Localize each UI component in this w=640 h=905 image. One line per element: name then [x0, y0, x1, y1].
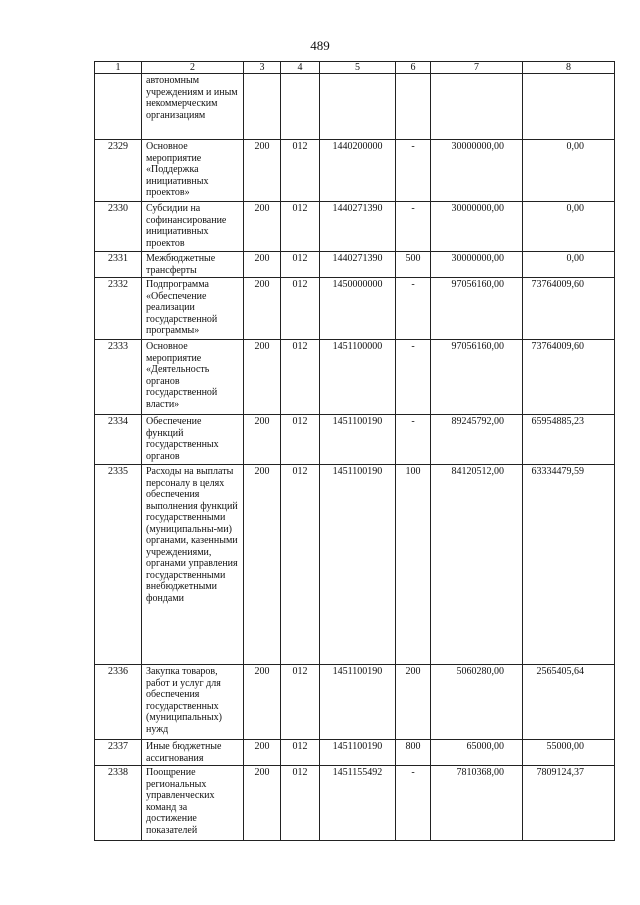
row-name: Поощрение региональных управленческих команд за достижение показателей: [142, 766, 244, 841]
row-amount-8: 0,00: [523, 202, 615, 252]
row-amount-7: 30000000,00: [431, 252, 523, 278]
page-number: 489: [310, 38, 330, 53]
row-col4: 012: [281, 465, 320, 665]
row-number: 2329: [95, 140, 142, 202]
row-col3: 200: [244, 665, 281, 740]
row-col3: 200: [244, 140, 281, 202]
row-code: 1451100000: [320, 340, 396, 415]
row-code: 1451100190: [320, 740, 396, 766]
table-row: [95, 740, 615, 766]
row-code: 1440271390: [320, 252, 396, 278]
column-header: 8: [523, 62, 615, 74]
row-col6: -: [396, 278, 431, 340]
row-amount-8: 65954885,23: [523, 415, 615, 465]
row-amount-8: 55000,00: [523, 740, 615, 766]
row-col3: 200: [244, 340, 281, 415]
row-amount-8: 63334479,59: [523, 465, 615, 665]
row-code: 1440271390: [320, 202, 396, 252]
row-amount-8: 73764009,60: [523, 278, 615, 340]
row-name: Подпрограмма «Обеспечение реализации государственной программы»: [142, 278, 244, 340]
row-amount-7: 7810368,00: [431, 766, 523, 841]
row-number: 2335: [95, 465, 142, 665]
row-code: 1451100190: [320, 465, 396, 665]
row-name: Основное мероприятие «Деятельность органов государственной власти»: [142, 340, 244, 415]
row-amount-8: 0,00: [523, 252, 615, 278]
column-header: 1: [95, 62, 142, 74]
row-amount-7: 97056160,00: [431, 278, 523, 340]
budget-table: [94, 61, 615, 841]
row-col3: 200: [244, 766, 281, 841]
row-col4: 012: [281, 278, 320, 340]
row-name: Межбюджетные трансферты: [142, 252, 244, 278]
row-col4: 012: [281, 740, 320, 766]
row-amount-7: 30000000,00: [431, 140, 523, 202]
table-row: [95, 465, 615, 665]
row-number: 2331: [95, 252, 142, 278]
row-col3: 200: [244, 415, 281, 465]
column-header: 3: [244, 62, 281, 74]
row-col6: 800: [396, 740, 431, 766]
row-amount-7: 5060280,00: [431, 665, 523, 740]
column-header: 6: [396, 62, 431, 74]
row-col4: 012: [281, 140, 320, 202]
continuation-row: [95, 74, 615, 140]
row-code: 1440200000: [320, 140, 396, 202]
row-col6: -: [396, 340, 431, 415]
column-header: 2: [142, 62, 244, 74]
row-number: 2332: [95, 278, 142, 340]
table-row: [95, 340, 615, 415]
row-col4: 012: [281, 252, 320, 278]
row-code: 1450000000: [320, 278, 396, 340]
row-code: 1451100190: [320, 665, 396, 740]
row-col4: 012: [281, 202, 320, 252]
row-amount-8: 73764009,60: [523, 340, 615, 415]
row-amount-7: 84120512,00: [431, 465, 523, 665]
row-number: 2337: [95, 740, 142, 766]
row-col6: -: [396, 202, 431, 252]
row-col6: -: [396, 140, 431, 202]
row-col6: 500: [396, 252, 431, 278]
row-col3: 200: [244, 278, 281, 340]
row-col3: 200: [244, 465, 281, 665]
row-name: Иные бюджетные ассигнования: [142, 740, 244, 766]
row-number: 2334: [95, 415, 142, 465]
row-col6: 100: [396, 465, 431, 665]
row-name: Субсидии на софинансирование инициативных проектов: [142, 202, 244, 252]
row-amount-7: 97056160,00: [431, 340, 523, 415]
row-amount-7: 30000000,00: [431, 202, 523, 252]
row-amount-7: 65000,00: [431, 740, 523, 766]
row-name: Основное мероприятие «Поддержка инициативных проектов»: [142, 140, 244, 202]
row-col4: 012: [281, 665, 320, 740]
header-row: [95, 62, 615, 74]
row-col6: 200: [396, 665, 431, 740]
row-name: Закупка товаров, работ и услуг для обеспечения государственных (муниципальных) нужд: [142, 665, 244, 740]
row-number: 2333: [95, 340, 142, 415]
row-amount-7: 89245792,00: [431, 415, 523, 465]
table-row: [95, 140, 615, 202]
row-amount-8: 7809124,37: [523, 766, 615, 841]
column-header: 4: [281, 62, 320, 74]
row-amount-8: 2565405,64: [523, 665, 615, 740]
row-col4: 012: [281, 340, 320, 415]
row-name: Обеспечение функций государственных органов: [142, 415, 244, 465]
row-col6: -: [396, 766, 431, 841]
row-name: Расходы на выплаты персоналу в целях обеспечения выполнения функций государственными (муниципальны-ми) органами, казенными учреждениями, органами управления государственными внебюджетными фондами: [142, 465, 244, 665]
row-col6: -: [396, 415, 431, 465]
table-row: [95, 665, 615, 740]
column-header: 5: [320, 62, 396, 74]
row-code: 1451155492: [320, 766, 396, 841]
row-col3: 200: [244, 740, 281, 766]
row-col3: 200: [244, 202, 281, 252]
row-number: 2336: [95, 665, 142, 740]
column-header: 7: [431, 62, 523, 74]
row-amount-8: 0,00: [523, 140, 615, 202]
row-col4: 012: [281, 766, 320, 841]
table-row: [95, 278, 615, 340]
row-number: 2338: [95, 766, 142, 841]
table-row: [95, 252, 615, 278]
continuation-text: автономным учреждениям и иным некоммерческим организациям: [142, 74, 244, 140]
table-row: [95, 202, 615, 252]
table-row: [95, 766, 615, 841]
row-number: 2330: [95, 202, 142, 252]
row-col3: 200: [244, 252, 281, 278]
table-row: [95, 415, 615, 465]
row-code: 1451100190: [320, 415, 396, 465]
row-col4: 012: [281, 415, 320, 465]
